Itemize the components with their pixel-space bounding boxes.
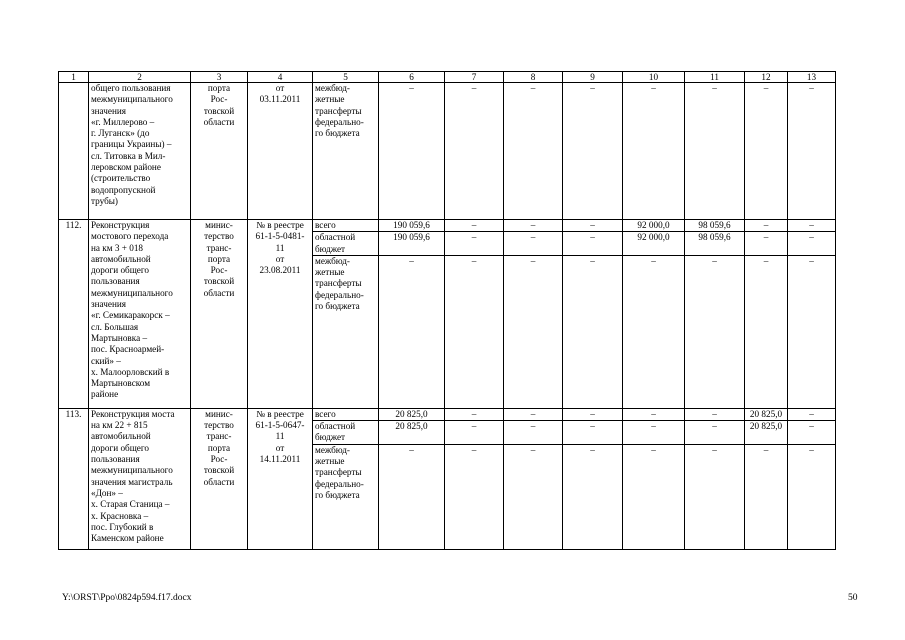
executor-cell: минис- терство транс- порта Рос- товской области (191, 408, 248, 549)
amount-cell: – (745, 444, 788, 549)
amount-cell: 20 825,0 (379, 408, 445, 420)
amount-cell: 98 059,6 (685, 232, 745, 256)
header-cell: 1 (59, 72, 89, 83)
amount-cell: – (745, 83, 788, 220)
amount-cell: – (379, 444, 445, 549)
header-cell: 9 (563, 72, 623, 83)
amount-cell: – (445, 255, 504, 408)
amount-cell: – (623, 408, 685, 420)
amount-cell: – (563, 444, 623, 549)
amount-cell: – (563, 255, 623, 408)
amount-cell: – (623, 255, 685, 408)
amount-cell: – (504, 255, 563, 408)
funding-source-cell: областной бюджет (313, 232, 379, 256)
table-row (59, 220, 836, 232)
header-cell: 3 (191, 72, 248, 83)
funding-source-cell: областной бюджет (313, 421, 379, 445)
amount-cell: – (685, 421, 745, 445)
amount-cell: – (788, 83, 836, 220)
amount-cell: – (445, 232, 504, 256)
amount-cell: – (623, 444, 685, 549)
executor-cell: минис- терство транс- порта Рос- товской области (191, 220, 248, 409)
funding-source-cell: межбюд- жетные трансферты федерально- го бюджета (313, 83, 379, 220)
amount-cell: – (685, 83, 745, 220)
amount-cell: – (563, 83, 623, 220)
amount-cell: – (788, 255, 836, 408)
object-name-cell: Реконструкция мостового перехода на км 3 + 018 автомобильной дороги общего пользования межмуниципального значения «г. Семикаракорск – сл. Большая Мартыновка – пос. Красноармей- ский» – х. Малоорловский в Мартыновском районе (89, 220, 191, 409)
amount-cell: – (563, 220, 623, 232)
funding-source-cell: межбюд- жетные трансферты федерально- го бюджета (313, 444, 379, 549)
amount-cell: – (504, 408, 563, 420)
object-name-cell: Реконструкция моста на км 22 + 815 автомобильной дороги общего пользования межмуниципального значения магистраль «Дон» – х. Старая Станица – х. Красновка – пос. Глубокий в Каменском районе (89, 408, 191, 549)
amount-cell: – (445, 421, 504, 445)
amount-cell: 92 000,0 (623, 232, 685, 256)
row-number-cell (59, 83, 89, 220)
amount-cell: – (504, 232, 563, 256)
amount-cell: – (379, 255, 445, 408)
header-cell: 7 (445, 72, 504, 83)
funding-source-cell: всего (313, 408, 379, 420)
object-name-cell: общего пользования межмуниципального значения «г. Миллерово – г. Луганск» (до границы Украины) – сл. Титовка в Мил- леровском районе (строительство водопропускной трубы) (89, 83, 191, 220)
amount-cell: – (788, 421, 836, 445)
row-number-cell: 112. (59, 220, 89, 409)
amount-cell: – (504, 83, 563, 220)
page-number: 50 (848, 593, 858, 603)
amount-cell: – (788, 220, 836, 232)
amount-cell: – (379, 83, 445, 220)
amount-cell: 190 059,6 (379, 220, 445, 232)
header-row (59, 72, 836, 83)
amount-cell: – (563, 408, 623, 420)
amount-cell: 20 825,0 (745, 421, 788, 445)
amount-cell: – (623, 421, 685, 445)
header-cell: 13 (788, 72, 836, 83)
amount-cell: – (563, 232, 623, 256)
amount-cell: – (685, 444, 745, 549)
table-row (59, 408, 836, 420)
registry-cell: № в реестре 61-1-5-0481- 11 от 23.08.2011 (248, 220, 313, 409)
amount-cell: – (685, 255, 745, 408)
amount-cell: – (745, 255, 788, 408)
funding-source-cell: всего (313, 220, 379, 232)
executor-cell: порта Рос- товской области (191, 83, 248, 220)
amount-cell: – (788, 408, 836, 420)
registry-cell: от 03.11.2011 (248, 83, 313, 220)
amount-cell: – (445, 83, 504, 220)
table-row (59, 83, 836, 220)
amount-cell: 20 825,0 (745, 408, 788, 420)
amount-cell: 20 825,0 (379, 421, 445, 445)
amount-cell: – (745, 220, 788, 232)
amount-cell: 190 059,6 (379, 232, 445, 256)
amount-cell: – (745, 232, 788, 256)
amount-cell: – (445, 444, 504, 549)
header-cell: 10 (623, 72, 685, 83)
amount-cell: – (445, 408, 504, 420)
header-cell: 11 (685, 72, 745, 83)
registry-cell: № в реестре 61-1-5-0647- 11 от 14.11.2011 (248, 408, 313, 549)
funding-source-cell: межбюд- жетные трансферты федерально- го бюджета (313, 255, 379, 408)
amount-cell: – (504, 421, 563, 445)
header-cell: 4 (248, 72, 313, 83)
amount-cell: – (504, 220, 563, 232)
header-cell: 6 (379, 72, 445, 83)
amount-cell: – (445, 220, 504, 232)
amount-cell: – (563, 421, 623, 445)
header-cell: 5 (313, 72, 379, 83)
row-number-cell: 113. (59, 408, 89, 549)
header-cell: 2 (89, 72, 191, 83)
amount-cell: 98 059,6 (685, 220, 745, 232)
header-cell: 12 (745, 72, 788, 83)
amount-cell: – (623, 83, 685, 220)
program-table (58, 71, 836, 550)
amount-cell: – (504, 444, 563, 549)
amount-cell: – (788, 444, 836, 549)
amount-cell: – (788, 232, 836, 256)
amount-cell: 92 000,0 (623, 220, 685, 232)
footer-file-path: Y:\ORST\Ppo\0824p594.f17.docx (62, 593, 192, 603)
amount-cell: – (685, 408, 745, 420)
header-cell: 8 (504, 72, 563, 83)
